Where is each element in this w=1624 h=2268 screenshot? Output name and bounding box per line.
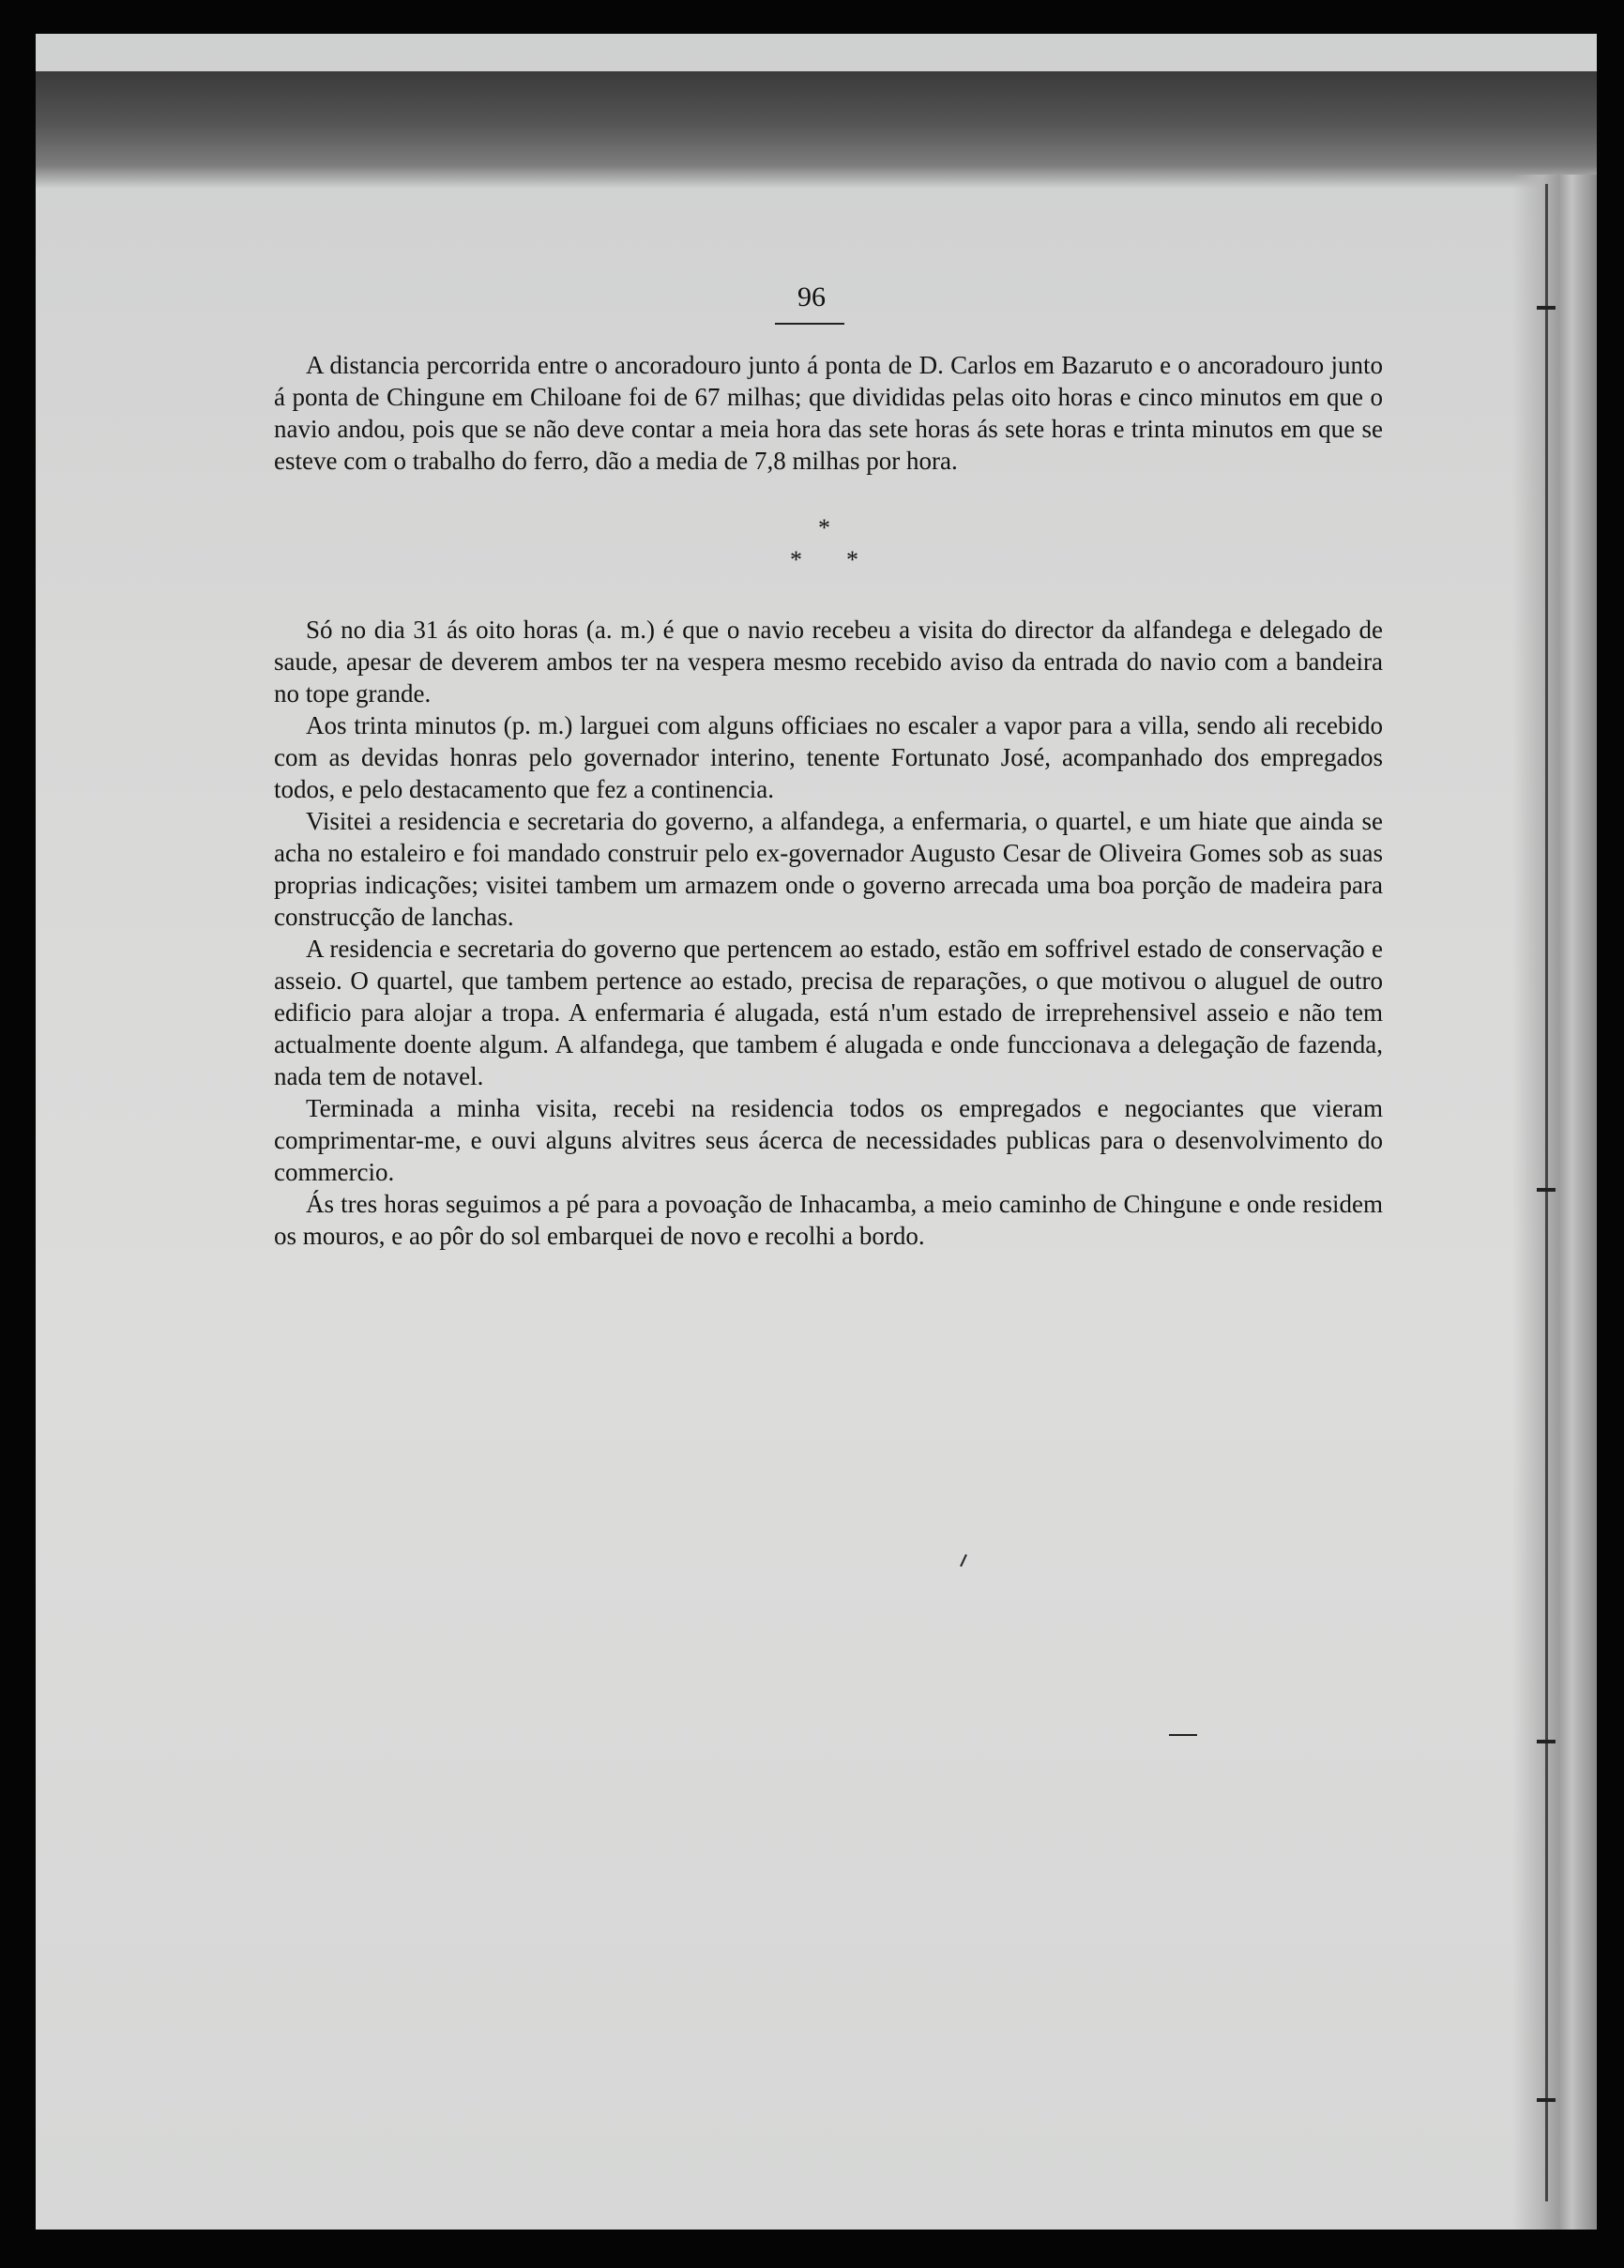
asterism-star: * [846, 546, 858, 573]
paragraph: Ás tres horas seguimos a pé para a povoação de Inhacamba, a meio caminho de Chingune e onde residem os mouros, e ao pôr do sol embarquei de novo e recolhi a bordo. [274, 1190, 1383, 1250]
binding-spine [1512, 175, 1597, 2230]
page-number-rule [775, 323, 844, 325]
page-number: 96 [797, 282, 826, 312]
paragraph: Visitei a residencia e secretaria do governo, a alfandega, a enfermaria, o quartel, e um hiate que ainda se acha no estaleiro e foi mandado construir pelo ex-governador Augusto Cesar de Oliveira Gomes sob as suas proprias indicações; visitei tambem um armazem onde o governo arrecada uma boa porção de madeira para construcção de lanchas. [274, 807, 1383, 931]
binding-stitch [1537, 1740, 1556, 1743]
paragraph: Terminada a minha visita, recebi na residencia todos os empregados e negociantes que vieram comprimentar-me, e ouvi alguns alvitres seus ácerca de necessidades publicas para o desenvolvimento do commercio. [274, 1094, 1383, 1186]
paragraph: A distancia percorrida entre o ancoradouro junto á ponta de D. Carlos em Bazaruto e o ancoradouro junto á ponta de Chingune em Chiloane foi de 67 milhas; que divididas pelas oito horas e cinco minutos em que o navio andou, pois que se não deve contar a meia hora das sete horas ás sete horas e trinta minutos em que se esteve com o trabalho do ferro, dão a media de 7,8 milhas por hora. [274, 351, 1383, 475]
paragraph-distance [274, 349, 1383, 477]
binding-stitch [1537, 1188, 1556, 1192]
top-shadow [36, 71, 1597, 189]
paragraph: Aos trinta minutos (p. m.) larguei com alguns officiaes no escaler a vapor para a villa, sendo ali recebido com as devidas honras pelo governador interino, tenente Fortunato José, acompanhado dos empregados todos, e pelo destacamento que fez a continencia. [274, 711, 1383, 803]
binding-thread [1545, 184, 1548, 2201]
binding-stitch [1537, 306, 1556, 310]
asterism-star: * [818, 514, 830, 541]
body-text [274, 614, 1383, 1252]
ink-speck [960, 1554, 967, 1567]
paragraph: Só no dia 31 ás oito horas (a. m.) é que o navio recebeu a visita do director da alfandega e delegado de saude, apesar de deverem ambos ter na vespera mesmo recebido aviso da entrada do navio com a bandeira no tope grande. [274, 616, 1383, 708]
paragraph: A residencia e secretaria do governo que pertencem ao estado, estão em soffrivel estado de conservação e asseio. O quartel, que tambem pertence ao estado, precisa de reparações, o que motivou o aluguel de outro edificio para alojar a tropa. A enfermaria é alugada, está n'um estado de irreprehensivel asseio e não tem actualmente doente algum. A alfandega, que tambem é alugada e onde funccionava a delegação de fazenda, nada tem de notavel. [274, 935, 1383, 1090]
pencil-mark [1169, 1734, 1197, 1736]
asterism-divider [790, 514, 865, 580]
asterism-star: * [790, 546, 802, 573]
binding-stitch [1537, 2098, 1556, 2102]
